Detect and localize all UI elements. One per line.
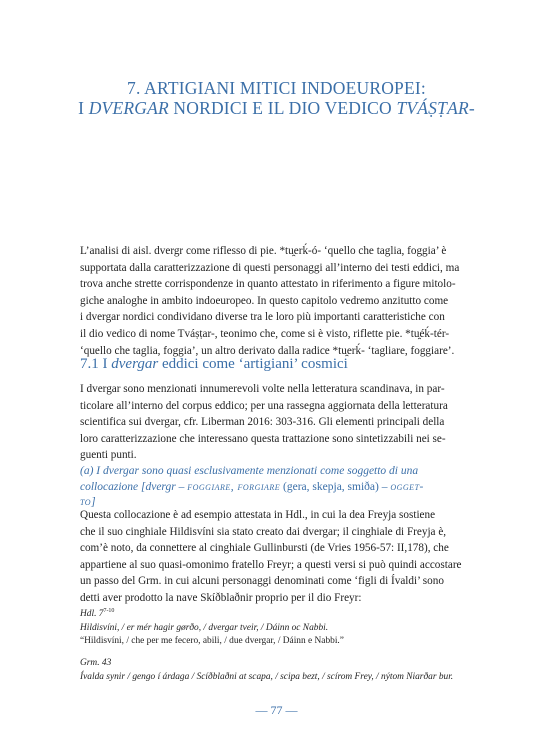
quote-ref-text: Hdl. 7 [80, 609, 104, 620]
quote-translation: “Hildisvíni, / che per me fecero, abili, / due dvergar, / Dáinn e Nabbi.” [80, 636, 344, 647]
quote-hdl [80, 605, 474, 649]
subsection-text: ] [91, 496, 96, 509]
para-a-line: com’è noto, da connettere al cinghiale Gullinbursti (de Vries 1956-57: II,178), che [80, 542, 449, 555]
subsection-heading [80, 464, 474, 511]
title-dvergar: DVERGAR [88, 98, 169, 118]
quote-original [80, 622, 474, 636]
para-a-line: un passo del Grm. in cui alcuni personaggi denominati come ‘figli di Ívaldi’ sono [80, 575, 444, 588]
quote-original-text: Ívalda synir / gengo í árdaga / Scíðblaðni at scapa, / scipa bezt, / scírom Frey, / nýtom Niarðar bur. [80, 671, 454, 682]
subsection-line: (a) I dvergar sono quasi esclusivamente menzionati come soggetto di una [80, 465, 419, 477]
subsection-smallcaps: to [80, 496, 92, 509]
title-prefix: I [78, 98, 89, 118]
intro-paragraph [80, 243, 474, 359]
quote-grm [80, 657, 474, 684]
section-rest: eddici come ‘artigiani’ cosmici [158, 356, 348, 372]
section-line: I dvergar sono menzionati innumerevoli volte nella letteratura scandinava, in par- [80, 383, 445, 395]
intro-line: giche analoghe in ambito indoeuropeo. In questo capitolo vedremo anzitutto come [80, 294, 449, 307]
intro-line: supportata dalla caratterizzazione di questi personaggi all’interno dei testi eddici, ma [80, 261, 460, 274]
para-a-line: detti aver prodotto la nave Skíðblaðnir proprio per il dio Freyr: [80, 591, 362, 604]
intro-line: ‘quello che taglia, foggia’, un altro derivato dalla radice *tu̯erḱ- ‘tagliare, foggiare’. [80, 344, 455, 357]
intro-line: L’analisi di aisl. dvergr come riflesso di pie. *tu̯erḱ-ó- ‘quello che taglia, foggia’ è [80, 245, 447, 257]
subsection-smallcaps: ogget- [390, 480, 424, 493]
para-a-line: che il suo cinghiale Hildisvíni sia stato creato dai dvergar; il cinghiale di Freyja è, [80, 525, 447, 538]
para-a-line: Questa collocazione è ad esempio attestata in Hdl., in cui la dea Freyja sostiene [80, 509, 436, 521]
section-heading [80, 355, 474, 373]
section-line: ticolare all’interno del corpus eddico; per una rassegna aggiornata della letteratura [80, 399, 448, 412]
subsection-text: (gera, skepja, smiða) – [280, 480, 391, 493]
title-tvastar: TVÁṢṬAR- [396, 98, 475, 118]
section-line: loro caratterizzazione che interessano questa trattazione sono sintetizzabili nei se- [80, 432, 446, 445]
section-line: guenti punti. [80, 449, 137, 462]
subsection-text: collocazione [dvergr – [80, 480, 188, 493]
intro-line: i dvergar nordici condividano diverse tra le loro più importanti caratteristiche con [80, 311, 445, 324]
section-italic: dvergar [111, 356, 159, 372]
section-number: 7.1 I [80, 356, 112, 372]
section-line: scientifica sui dvergar, cfr. Liberman 2016: 303-316. Gli elementi principali della [80, 416, 445, 429]
intro-line: trova anche strette corrispondenze in quanto attestato in riferimento a figure mitolo- [80, 278, 456, 291]
subsection-smallcaps: foggiare, forgiare [187, 480, 281, 493]
quote-reference [80, 657, 474, 671]
para-a-line: appartiene al suo quasi-omonimo fratello Freyr; a questi versi si può quindi accostare [80, 558, 462, 571]
quote-original-text: Hildisvíni, / er mér hagir gørðo, / dvergar tveir, / Dáinn oc Nabbi. [80, 622, 329, 633]
quote-reference [80, 605, 474, 622]
quote-ref-text: Grm. 43 [80, 658, 112, 668]
page-number: — 77 — [255, 703, 298, 717]
chapter-title-line2 [0, 98, 553, 118]
title-middle: NORDICI E IL DIO VEDICO [168, 98, 397, 118]
intro-line: il dio vedico di nome Tváṣṭar-, teonimo che, come si è visto, riflette pie. *tu̯éḱ-tér- [80, 327, 450, 340]
paragraph-a [80, 507, 474, 607]
quote-ref-sup: 7-10 [103, 608, 115, 614]
subsection-line [80, 480, 474, 496]
section-paragraph [80, 381, 474, 464]
chapter-title-line1: 7. ARTIGIANI MITICI INDOEUROPEI: [127, 78, 426, 98]
quote-original [80, 671, 474, 685]
